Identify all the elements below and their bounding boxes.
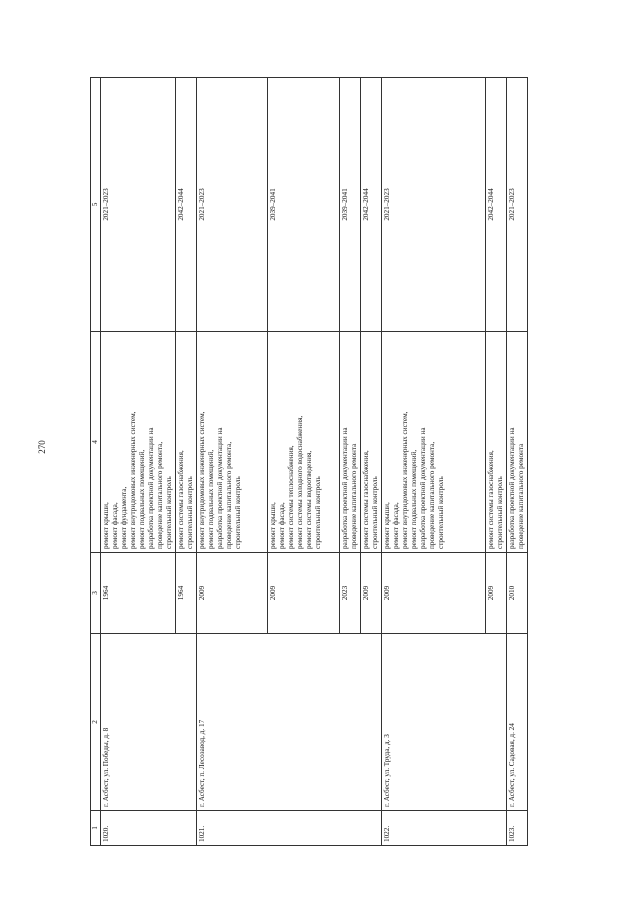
repair-period: 2021–2023 [382, 78, 486, 332]
repair-work-item: разработка проектной документации на [147, 427, 155, 549]
repair-work-item: строительный контроль [234, 476, 242, 549]
repair-period: 2042–2044 [176, 78, 197, 332]
repair-work-item: ремонт системы газоснабжения, [362, 450, 370, 549]
repair-work-item: ремонт фундамента, [120, 486, 128, 549]
repair-works [101, 332, 176, 553]
repair-work-item: ремонт крыши, [102, 502, 110, 549]
column-number-header-row [91, 78, 101, 846]
building-address: г. Асбест, ул. Садовая, д. 24 [507, 634, 528, 811]
repair-period: 2021–2023 [507, 78, 528, 332]
table-row [197, 78, 268, 846]
building-address: г. Асбест, ул. Победы, д. 8 [101, 634, 197, 811]
construction-year: 1964 [176, 553, 197, 634]
repair-works [486, 332, 507, 553]
repair-work-item: проведение капитального ремонта, [428, 441, 436, 549]
repair-work-item: ремонт системы водоотведения, [305, 450, 313, 549]
construction-year: 2023 [340, 553, 361, 634]
header-col-1: 1 [91, 811, 101, 846]
header-col-3: 3 [91, 553, 101, 634]
repair-work-item: ремонт подвальных помещений, [410, 449, 418, 549]
repair-work-item: ремонт системы газоснабжения, [487, 450, 495, 549]
table-row [101, 78, 176, 846]
repair-work-item: ремонт подвальных помещений, [207, 449, 215, 549]
building-number: 1020. [101, 811, 197, 846]
repair-period: 2021–2023 [197, 78, 268, 332]
table-row [507, 78, 528, 846]
construction-year: 2009 [382, 553, 486, 634]
repair-work-item: ремонт крыши, [383, 502, 391, 549]
construction-year: 2010 [507, 553, 528, 634]
repair-work-item: ремонт системы теплоснабжения, [287, 445, 295, 549]
repair-work-item: разработка проектной документации на [508, 427, 516, 549]
repair-works [507, 332, 528, 553]
repair-work-item: проведение капитального ремонта, [225, 441, 233, 549]
building-number: 1021. [197, 811, 382, 846]
repair-works [340, 332, 361, 553]
repair-work-item: проведение капитального ремонта [350, 443, 358, 549]
construction-year: 2009 [486, 553, 507, 634]
construction-year: 1964 [101, 553, 176, 634]
repair-work-item: разработка проектной документации на [419, 427, 427, 549]
repair-work-item: разработка проектной документации на [341, 427, 349, 549]
repair-works [268, 332, 340, 553]
repair-work-item: строительный контроль [437, 476, 445, 549]
repair-work-item: ремонт фасада, [278, 502, 286, 549]
repair-work-item: строительный контроль [186, 476, 194, 549]
repair-work-item: ремонт системы газоснабжения, [177, 450, 185, 549]
table-row [382, 78, 486, 846]
repair-works [176, 332, 197, 553]
repair-period: 2021–2023 [101, 78, 176, 332]
repair-work-item: ремонт внутридомовых инженерных систем, [401, 411, 409, 549]
construction-year: 2009 [197, 553, 268, 634]
repair-work-item: ремонт фасада, [392, 502, 400, 549]
header-col-2: 2 [91, 634, 101, 811]
repair-work-item: ремонт крыши, [269, 502, 277, 549]
table-body [101, 78, 528, 846]
repair-work-item: строительный контроль [371, 476, 379, 549]
repair-period: 2039–2041 [340, 78, 361, 332]
repair-work-item: проведение капитального ремонта, [156, 441, 164, 549]
repair-work-item: строительный контроль [496, 476, 504, 549]
repair-work-item: строительный контроль [314, 476, 322, 549]
building-address: г. Асбест, ул. Труда, д. 3 [382, 634, 507, 811]
repair-works [197, 332, 268, 553]
repair-work-item: ремонт внутридомовых инженерных систем, [129, 411, 137, 549]
construction-year: 2009 [361, 553, 382, 634]
page-number: 270 [37, 440, 47, 454]
repair-period: 2039–2041 [268, 78, 340, 332]
repair-work-item: ремонт фасада, [111, 502, 119, 549]
repair-work-item: ремонт системы холодного водоснабжения, [296, 415, 304, 549]
repair-works [382, 332, 486, 553]
rotated-table-wrapper [90, 78, 540, 846]
repair-work-item: ремонт подвальных помещений, [138, 449, 146, 549]
building-address: г. Асбест, п. Лесозавод, д. 17 [197, 634, 382, 811]
repair-schedule-table [90, 77, 528, 846]
repair-works [361, 332, 382, 553]
repair-period: 2042–2044 [486, 78, 507, 332]
repair-period: 2042–2044 [361, 78, 382, 332]
repair-work-item: разработка проектной документации на [216, 427, 224, 549]
repair-work-item: ремонт внутридомовых инженерных систем, [198, 411, 206, 549]
header-col-5: 5 [91, 78, 101, 332]
construction-year: 2009 [268, 553, 340, 634]
header-col-4: 4 [91, 332, 101, 553]
building-number: 1023. [507, 811, 528, 846]
repair-work-item: проведение капитального ремонта [517, 443, 525, 549]
building-number: 1022. [382, 811, 507, 846]
repair-work-item: строительный контроль [165, 476, 173, 549]
